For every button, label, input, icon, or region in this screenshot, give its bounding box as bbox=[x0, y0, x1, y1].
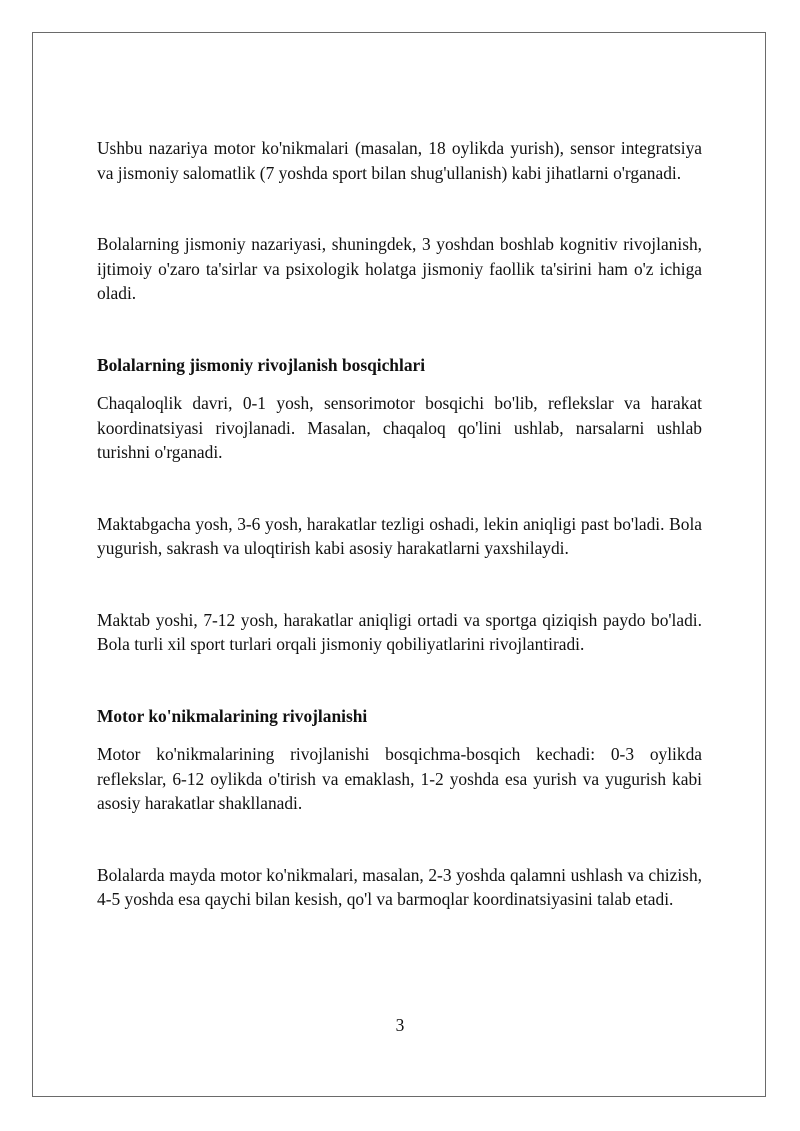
paragraph-preschool: Maktabgacha yosh, 3-6 yosh, harakatlar tezligi oshadi, lekin aniqligi past bo'ladi. Bola yugurish, sakrash va uloqtirish kabi asosiy harakatlarni yaxshilaydi. bbox=[97, 513, 702, 558]
paragraph-fine-motor: Bolalarda mayda motor ko'nikmalari, masalan, 2-3 yoshda qalamni ushlash va chizish, 4-5 yoshda esa qaychi bilan kesish, qo'l va barmoqlar koordinatsiyasini talab etadi. bbox=[97, 864, 702, 909]
page-content bbox=[97, 136, 702, 912]
paragraph-intro-2: Bolalarning jismoniy nazariyasi, shuningdek, 3 yoshdan boshlab kognitiv rivojlanish, ijtimoiy o'zaro ta'sirlar va psixologik holatga jismoniy faollik ta'sirini ham o'z ichiga oladi. bbox=[97, 234, 702, 303]
paragraph-infancy: Chaqaloqlik davri, 0-1 yosh, sensorimotor bosqichi bo'lib, reflekslar va harakat koordinatsiyasi rivojlanadi. Masalan, chaqaloq qo'lini ushlab, narsalarni ushlab turishni o'rganadi. bbox=[97, 393, 702, 462]
paragraph-intro-1: Ushbu nazariya motor ko'nikmalari (masalan, 18 oylikda yurish), sensor integratsiya va jismoniy salomatlik (7 yoshda sport bilan shug'ullanish) kabi jihatlarni o'rganadi. bbox=[97, 138, 702, 183]
page-number: 3 bbox=[395, 1015, 405, 1035]
section-heading-stages: Bolalarning jismoniy rivojlanish bosqichlari bbox=[97, 354, 426, 375]
section-heading-motor-skills: Motor ko'nikmalarining rivojlanishi bbox=[97, 705, 368, 726]
paragraph-motor-stages: Motor ko'nikmalarining rivojlanishi bosqichma-bosqich kechadi: 0-3 oylikda reflekslar, 6-12 oylikda o'tirish va emaklash, 1-2 yoshda esa yurish va yugurish kabi asosiy harakatlar shakllanadi. bbox=[97, 744, 702, 813]
paragraph-school-age: Maktab yoshi, 7-12 yosh, harakatlar aniqligi ortadi va sportga qiziqish paydo bo'ladi. Bola turli xil sport turlari orqali jismoniy qobiliyatlarini rivojlantiradi. bbox=[97, 609, 702, 654]
